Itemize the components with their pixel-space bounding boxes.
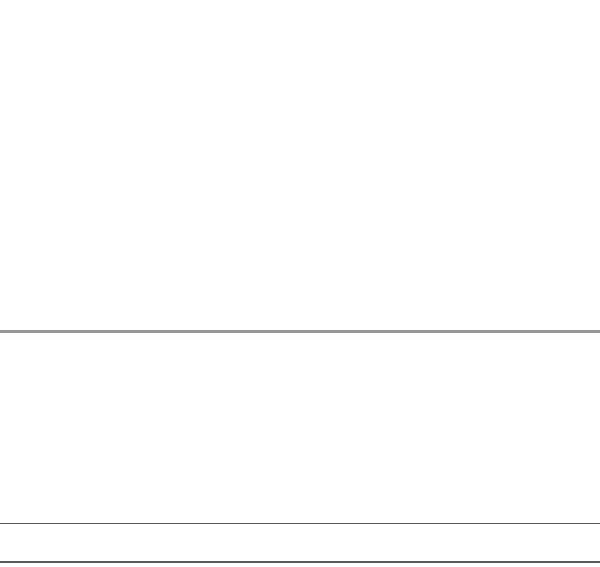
forest-plot (385, 336, 600, 532)
section-divider (0, 330, 600, 333)
footnote-bottom-rule (0, 561, 600, 563)
